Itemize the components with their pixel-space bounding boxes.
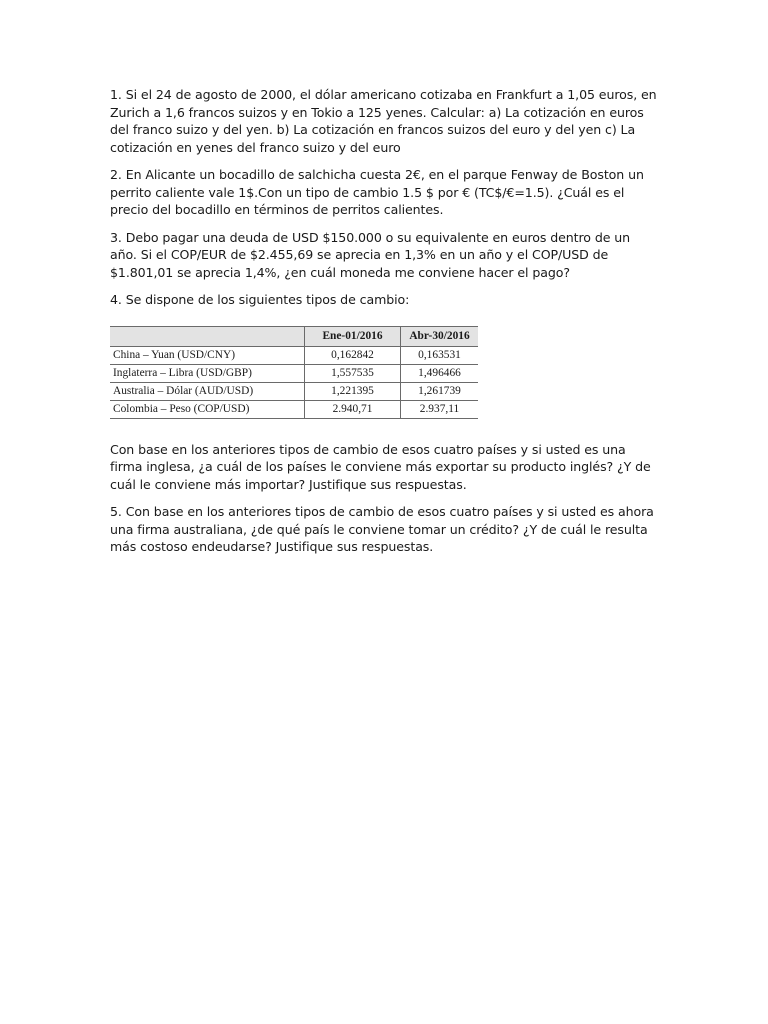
table-header-row (110, 326, 478, 346)
row-label: Australia – Dólar (AUD/USD) (110, 382, 305, 400)
table-row (110, 364, 478, 382)
row-value-date-2: 2.937,11 (401, 400, 479, 418)
row-value-date-2: 0,163531 (401, 346, 479, 364)
question-4-followup: Con base en los anteriores tipos de cambio de esos cuatro países y si usted es una firma inglesa, ¿a cuál de los países le conviene más exportar su producto inglés? ¿Y de cuál le conviene más importar? Justifique sus respuestas. (110, 441, 651, 492)
row-value-date-1: 1,221395 (305, 382, 401, 400)
table-row (110, 382, 478, 400)
exchange-rates-table (110, 326, 478, 419)
row-value-date-1: 1,557535 (305, 364, 401, 382)
row-label: China – Yuan (USD/CNY) (110, 346, 305, 364)
table-header-date-1: Ene-01/2016 (305, 326, 401, 346)
row-value-date-1: 0,162842 (305, 346, 401, 364)
row-label: Colombia – Peso (COP/USD) (110, 400, 305, 418)
row-label: Inglaterra – Libra (USD/GBP) (110, 364, 305, 382)
table-row (110, 400, 478, 418)
row-value-date-2: 1,261739 (401, 382, 479, 400)
question-4: 4. Se dispone de los siguientes tipos de cambio: (110, 292, 410, 307)
table-header-blank (110, 326, 305, 346)
question-3: 3. Debo pagar una deuda de USD $150.000 o su equivalente en euros dentro de un año. Si el COP/EUR de $2.455,69 se aprecia en 1,3% en un año y el COP/USD de $1.801,01 se aprecia 1,4%, ¿en cuál moneda me conviene hacer el pago? (110, 229, 631, 280)
question-2: 2. En Alicante un bocadillo de salchicha cuesta 2€, en el parque Fenway de Boston un perrito caliente vale 1$.Con un tipo de cambio 1.5 $ por € (TC$/€=1.5). ¿Cuál es el precio del bocadillo en términos de perritos calientes. (110, 167, 644, 217)
row-value-date-1: 2.940,71 (305, 400, 401, 418)
row-value-date-2: 1,496466 (401, 364, 479, 382)
document-body (110, 86, 658, 566)
table-header-date-2: Abr-30/2016 (401, 326, 479, 346)
question-1: 1. Si el 24 de agosto de 2000, el dólar americano cotizaba en Frankfurt a 1,05 euros, en Zurich a 1,6 francos suizos y en Tokio a 125 yenes. Calcular: a) La cotización en euros del franco suizo y del yen. b) La cotización en francos suizos del euro y del yen c) La cotización en yenes del franco suizo y del euro (110, 87, 657, 155)
question-5: 5. Con base en los anteriores tipos de cambio de esos cuatro países y si usted es ahora una firma australiana, ¿de qué país le conviene tomar un crédito? ¿Y de cuál le resulta más costoso endeudarse? Justifique sus respuestas. (110, 504, 654, 554)
table-row (110, 346, 478, 364)
